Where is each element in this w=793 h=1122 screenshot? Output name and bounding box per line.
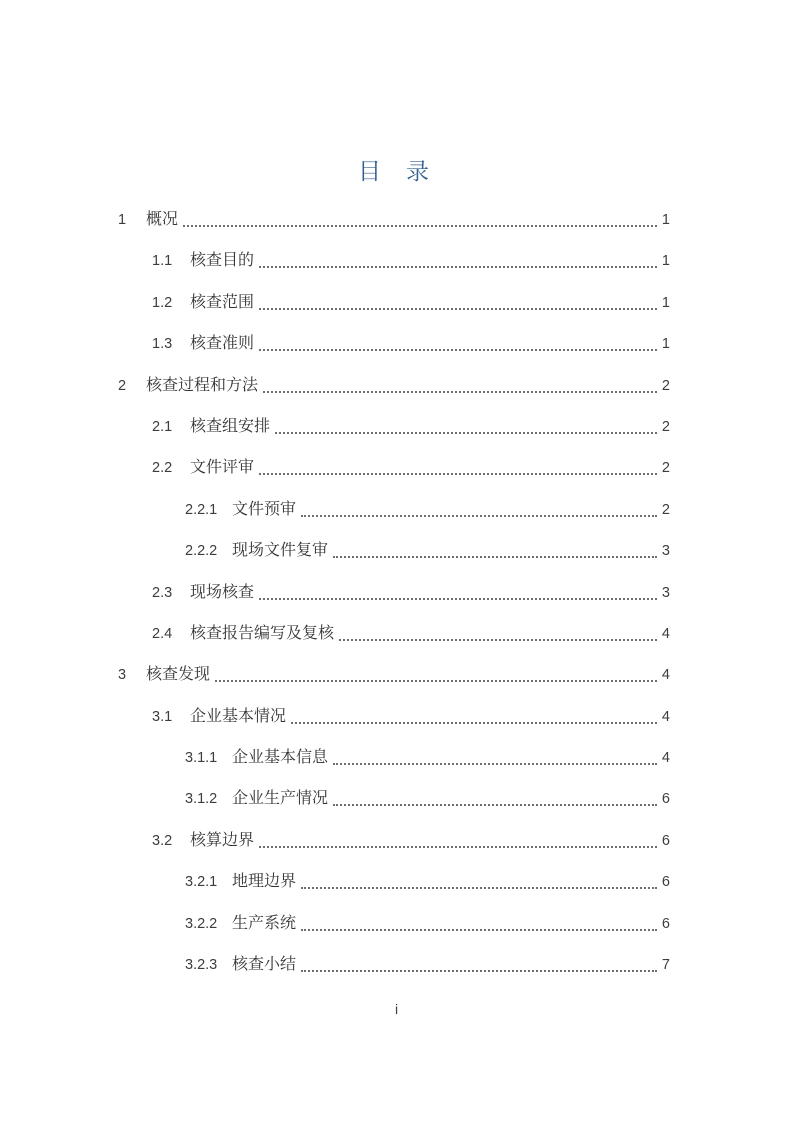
toc-entry-number: 1.2 [152, 294, 173, 311]
toc-leader-dots [259, 845, 657, 848]
toc-entry-number: 3 [118, 667, 127, 684]
toc-entry-label: 核查目的 [190, 252, 255, 270]
toc-entry-number: 1.3 [152, 336, 173, 353]
toc-leader-dots [183, 224, 657, 227]
toc-entry[interactable] [118, 293, 670, 313]
toc-entry[interactable] [118, 500, 670, 520]
toc-entry[interactable] [118, 665, 670, 685]
toc-leader-dots [259, 472, 657, 475]
toc-entry-number: 2.3 [152, 584, 173, 601]
toc-entry-page: 4 [661, 625, 670, 642]
toc-entry[interactable] [118, 417, 670, 437]
toc-entry-page: 6 [661, 915, 670, 932]
toc-entry-page: 4 [661, 708, 670, 725]
page-title: 目 录 [358, 159, 430, 184]
toc-entry-number: 2.2 [152, 460, 173, 477]
document-content [118, 0, 670, 996]
toc-leader-dots [339, 638, 657, 641]
toc-leader-dots [333, 762, 657, 765]
toc-entry-label: 核查小结 [232, 956, 297, 974]
toc-entry-page: 2 [661, 377, 670, 394]
toc-entry-label: 核查范围 [190, 293, 255, 311]
toc-entry-page: 6 [661, 791, 670, 808]
toc-entry-page: 2 [661, 460, 670, 477]
toc-entry-label: 企业基本信息 [232, 749, 329, 767]
toc-entry-label: 核查组安排 [190, 417, 271, 435]
toc-entry-number: 3.1.2 [185, 791, 218, 808]
toc-entry[interactable] [118, 748, 670, 768]
toc-entry-page: 3 [661, 584, 670, 601]
footer-page-number: i [394, 1001, 399, 1017]
toc-entry-label: 核查报告编写及复核 [190, 624, 335, 642]
toc-entry-page: 7 [661, 957, 670, 974]
toc-entry-number: 3.2.3 [185, 957, 218, 974]
toc-entry-number: 1 [118, 212, 127, 228]
toc-leader-dots [259, 307, 657, 310]
toc-entry-number: 3.2.2 [185, 915, 218, 932]
toc-entry[interactable] [118, 334, 670, 354]
toc-leader-dots [259, 597, 657, 600]
toc-entry[interactable] [118, 251, 670, 271]
toc-entry-number: 3.1 [152, 708, 173, 725]
toc-entry-label: 核查发现 [146, 666, 211, 684]
toc-entry-label: 企业生产情况 [232, 790, 329, 808]
toc-entry[interactable] [118, 872, 670, 892]
table-of-contents [118, 210, 670, 975]
toc-entry-number: 3.2.1 [185, 874, 218, 891]
toc-entry-number: 2.4 [152, 625, 173, 642]
toc-entry[interactable] [118, 376, 670, 396]
toc-entry-label: 核查准则 [190, 335, 255, 353]
toc-entry-page: 6 [661, 874, 670, 891]
toc-entry-label: 文件预审 [232, 500, 297, 518]
toc-entry-page: 4 [661, 750, 670, 767]
toc-entry[interactable] [118, 955, 670, 975]
toc-entry[interactable] [118, 789, 670, 809]
toc-entry-label: 文件评审 [190, 459, 255, 477]
toc-entry[interactable] [118, 707, 670, 727]
toc-entry-number: 2.2.2 [185, 543, 218, 560]
toc-entry[interactable] [118, 914, 670, 934]
toc-entry[interactable] [118, 624, 670, 644]
toc-leader-dots [275, 431, 657, 434]
toc-entry-label: 企业基本情况 [190, 707, 287, 725]
toc-entry[interactable] [118, 583, 670, 603]
toc-leader-dots [215, 679, 657, 682]
toc-entry-label: 现场核查 [190, 583, 255, 601]
toc-entry-label: 核算边界 [190, 831, 255, 849]
toc-leader-dots [259, 265, 657, 268]
toc-entry-number: 2.2.1 [185, 501, 218, 518]
toc-entry-number: 1.1 [152, 253, 173, 270]
toc-leader-dots [291, 721, 657, 724]
toc-entry-label: 核查过程和方法 [146, 376, 259, 394]
toc-entry-label: 现场文件复审 [232, 542, 329, 560]
toc-leader-dots [259, 348, 657, 351]
toc-entry[interactable] [118, 541, 670, 561]
toc-entry-number: 2.1 [152, 418, 173, 435]
toc-leader-dots [301, 514, 657, 517]
toc-entry-page: 6 [661, 832, 670, 849]
toc-leader-dots [263, 390, 657, 393]
toc-entry-page: 3 [661, 543, 670, 560]
toc-entry-page: 1 [661, 336, 670, 353]
toc-leader-dots [301, 886, 657, 889]
toc-entry[interactable] [118, 458, 670, 478]
toc-entry-page: 2 [661, 418, 670, 435]
toc-entry-number: 3.2 [152, 832, 173, 849]
toc-entry-label: 概况 [146, 211, 179, 228]
toc-leader-dots [333, 803, 657, 806]
toc-entry-page: 1 [661, 212, 670, 228]
toc-entry-label: 生产系统 [232, 914, 297, 932]
toc-entry-page: 1 [661, 253, 670, 270]
toc-entry[interactable] [118, 210, 670, 230]
toc-leader-dots [301, 969, 657, 972]
toc-entry-page: 1 [661, 294, 670, 311]
toc-leader-dots [301, 928, 657, 931]
toc-entry-number: 3.1.1 [185, 750, 218, 767]
toc-entry-page: 4 [661, 667, 670, 684]
toc-entry[interactable] [118, 831, 670, 851]
toc-entry-label: 地理边界 [232, 873, 297, 891]
toc-entry-number: 2 [118, 377, 127, 394]
toc-entry-page: 2 [661, 501, 670, 518]
toc-leader-dots [333, 555, 657, 558]
